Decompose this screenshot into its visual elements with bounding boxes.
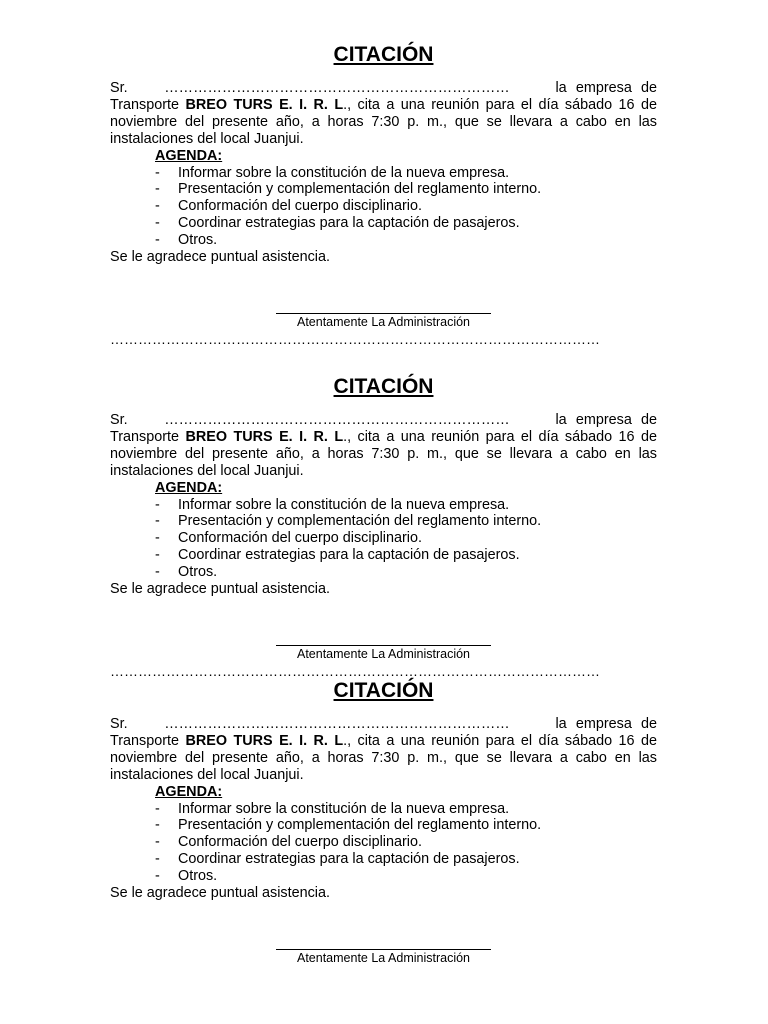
citation-2 [110, 374, 657, 598]
line1-tail: la empresa de [555, 412, 658, 428]
pre-company: Transporte [110, 96, 186, 113]
citation-body [110, 412, 657, 480]
signature-line [276, 949, 491, 950]
agenda-item: - Conformación del cuerpo disciplinario. [155, 834, 422, 851]
after-company: ., cita a una reunión para el día sábado 16 de noviembre del presente año, a horas 7:30 p. m., que se llevara a cabo en las instalaciones del local Juanjui. [110, 732, 657, 783]
agenda-item: - Otros. [155, 232, 218, 249]
cut-separator: …………………………………………………………………………………………… [110, 663, 600, 679]
company-name: BREO TURS E. I. R. L [185, 96, 344, 113]
agenda-item: - Otros. [155, 868, 218, 885]
name-blank: ……………………………………………………………… [164, 80, 510, 96]
signature-text: Atentamente La Administración [296, 647, 471, 661]
cut-separator: …………………………………………………………………………………………… [110, 331, 600, 347]
agenda-item: - Informar sobre la constitución de la nueva empresa. [155, 164, 510, 181]
name-blank: ……………………………………………………………… [164, 412, 510, 428]
citation-3 [110, 678, 657, 902]
company-name: BREO TURS E. I. R. L [185, 732, 344, 749]
agenda-list [110, 497, 657, 582]
agenda-item: - Coordinar estrategias para la captación de pasajeros. [155, 851, 520, 868]
agenda-item: - Informar sobre la constitución de la nueva empresa. [155, 496, 510, 513]
name-blank: ……………………………………………………………… [164, 716, 510, 732]
agenda-item: - Presentación y complementación del reglamento interno. [155, 817, 542, 834]
citation-body [110, 80, 657, 148]
company-name: BREO TURS E. I. R. L [185, 428, 344, 445]
agenda-heading: AGENDA: [155, 783, 223, 800]
after-company: ., cita a una reunión para el día sábado 16 de noviembre del presente año, a horas 7:30 p. m., que se llevara a cabo en las instalaciones del local Juanjui. [110, 428, 657, 479]
line1-tail: la empresa de [555, 716, 658, 732]
agenda-item: - Presentación y complementación del reglamento interno. [155, 181, 542, 198]
agenda-item: - Presentación y complementación del reglamento interno. [155, 513, 542, 530]
line1-tail: la empresa de [555, 80, 658, 96]
agenda-heading: AGENDA: [155, 479, 223, 496]
signature-text: Atentamente La Administración [296, 315, 471, 329]
closing-text: Se le agradece puntual asistencia. [110, 885, 331, 902]
salutation: Sr. [110, 716, 128, 732]
pre-company: Transporte [110, 732, 186, 749]
agenda-item: - Otros. [155, 564, 218, 581]
agenda-list [110, 801, 657, 886]
agenda-item: - Coordinar estrategias para la captación de pasajeros. [155, 215, 520, 232]
agenda-item: - Informar sobre la constitución de la nueva empresa. [155, 800, 510, 817]
citation-title: CITACIÓN [333, 375, 434, 398]
citation-title: CITACIÓN [333, 679, 434, 702]
agenda-heading: AGENDA: [155, 147, 223, 164]
salutation: Sr. [110, 412, 128, 428]
citation-title: CITACIÓN [333, 43, 434, 66]
signature-line [276, 645, 491, 646]
citation-1 [110, 42, 657, 266]
agenda-item: - Coordinar estrategias para la captación de pasajeros. [155, 547, 520, 564]
pre-company: Transporte [110, 428, 186, 445]
signature-text: Atentamente La Administración [296, 951, 471, 965]
signature-line [276, 313, 491, 314]
salutation: Sr. [110, 80, 128, 96]
closing-text: Se le agradece puntual asistencia. [110, 581, 331, 598]
closing-text: Se le agradece puntual asistencia. [110, 249, 331, 266]
agenda-item: - Conformación del cuerpo disciplinario. [155, 530, 422, 547]
agenda-list [110, 165, 657, 250]
after-company: ., cita a una reunión para el día sábado 16 de noviembre del presente año, a horas 7:30 p. m., que se llevara a cabo en las instalaciones del local Juanjui. [110, 96, 657, 147]
citation-body [110, 716, 657, 784]
agenda-item: - Conformación del cuerpo disciplinario. [155, 198, 422, 215]
